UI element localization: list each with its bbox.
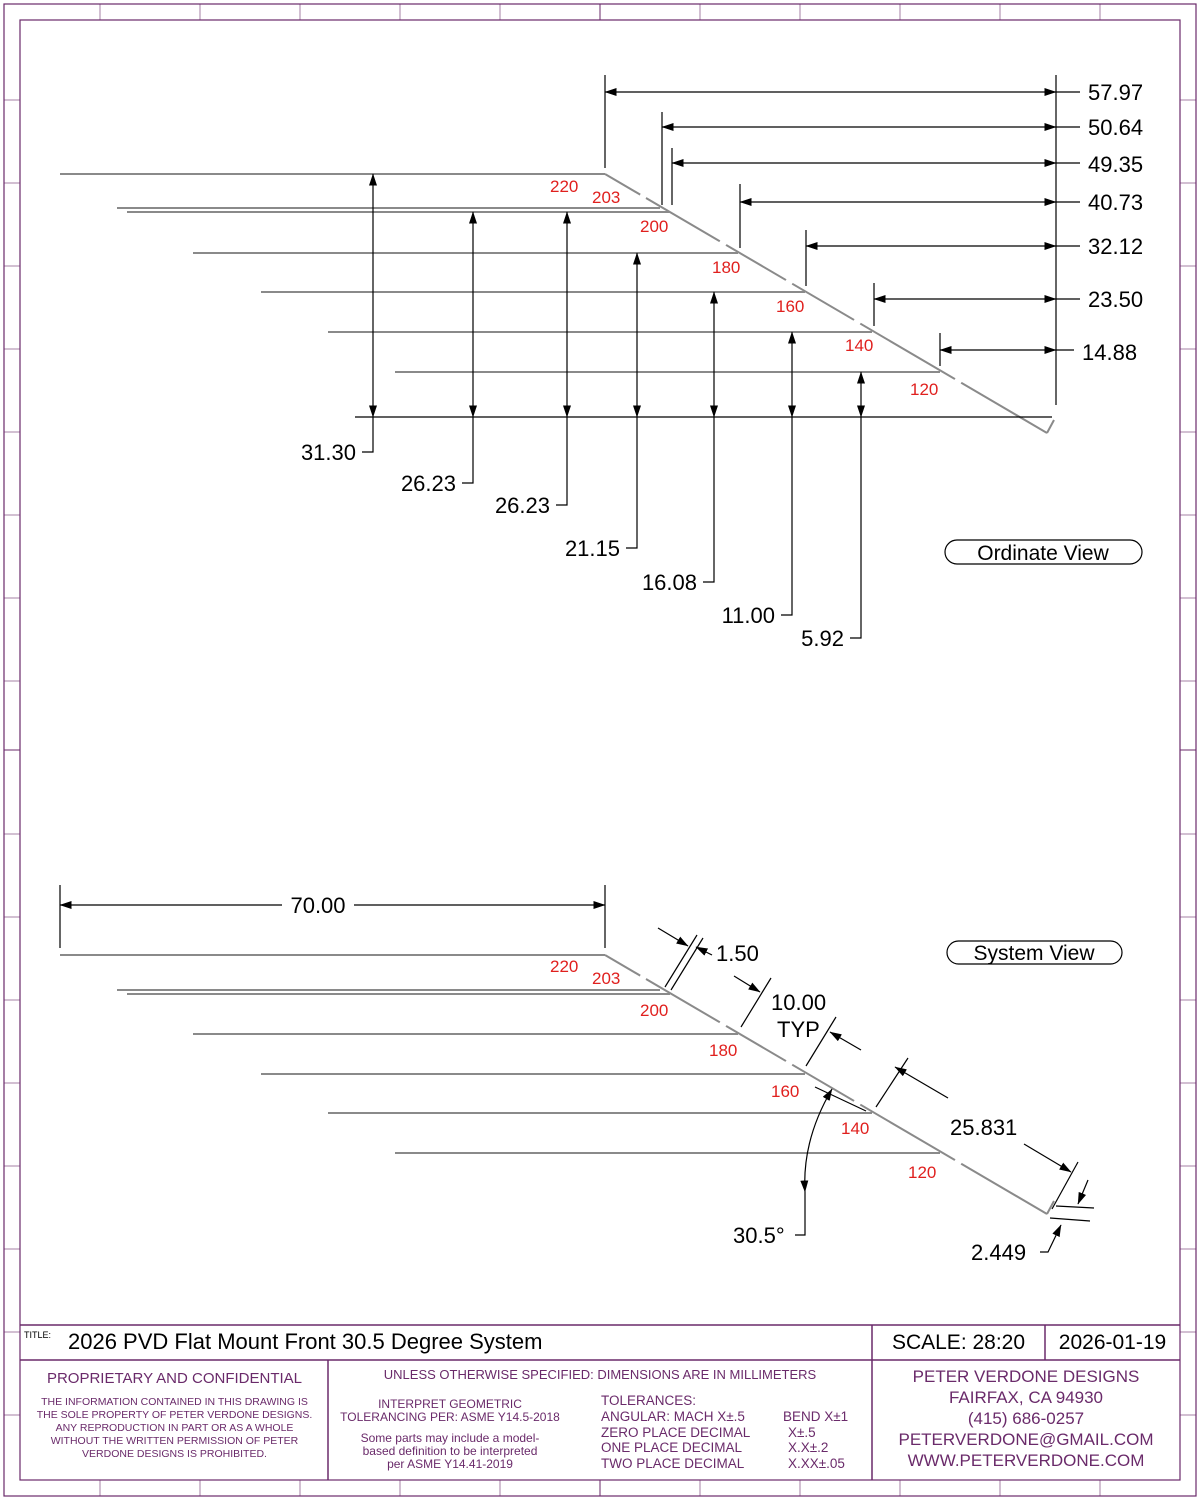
- dim-overall-length: 70.00: [290, 893, 346, 918]
- gdt-line-2: TOLERANCING PER: ASME Y14.5-2018: [340, 1410, 560, 1424]
- company-name: PETER VERDONE DESIGNS: [912, 1367, 1140, 1386]
- dim-offset: 2.449: [971, 1240, 1027, 1265]
- system-view: [60, 885, 1122, 1265]
- dim-21-15: 21.15: [564, 536, 620, 561]
- system-part-geometry: [60, 955, 1054, 1214]
- dim-23-50: 23.50: [1088, 287, 1144, 312]
- dim-57-97: 57.97: [1088, 80, 1144, 105]
- units-note: UNLESS OTHERWISE SPECIFIED: DIMENSIONS ARE IN MILLIMETERS: [383, 1367, 817, 1382]
- dim-26-23-a: 26.23: [400, 471, 456, 496]
- tolerance-heading: TOLERANCES:: [601, 1393, 697, 1408]
- dim-gap: 1.50: [716, 941, 759, 966]
- segment-label-140: 140: [841, 1119, 870, 1138]
- gdt-line-1: INTERPRET GEOMETRIC: [378, 1397, 522, 1411]
- tolerance-zero-value: X±.5: [788, 1425, 816, 1440]
- segment-label-220: 220: [550, 957, 579, 976]
- tolerance-two-place: TWO PLACE DECIMAL: [601, 1456, 745, 1471]
- company-email[interactable]: PETERVERDONE@GMAIL.COM: [898, 1430, 1154, 1449]
- company-city: FAIRFAX, CA 94930: [948, 1388, 1104, 1407]
- segment-label-120: 120: [908, 1163, 937, 1182]
- mbd-line-3: per ASME Y14.41-2019: [387, 1457, 513, 1471]
- dim-segment-length: 25.831: [950, 1115, 1018, 1140]
- ordinate-part-geometry: [60, 174, 1054, 433]
- scale-field: SCALE: 28:20: [891, 1331, 1026, 1354]
- dim-32-12: 32.12: [1088, 234, 1144, 259]
- dim-50-64: 50.64: [1088, 115, 1144, 140]
- segment-label-180: 180: [709, 1041, 738, 1060]
- dim-5-92: 5.92: [801, 626, 844, 651]
- tolerance-one-value: X.X±.2: [788, 1440, 829, 1455]
- segment-label-160: 160: [771, 1082, 800, 1101]
- segment-label-160: 160: [776, 297, 805, 316]
- segment-label-200: 200: [640, 1001, 669, 1020]
- ordinate-view: [60, 75, 1143, 651]
- segment-label-120: 120: [910, 380, 939, 399]
- tolerance-zero-place: ZERO PLACE DECIMAL: [601, 1425, 751, 1440]
- dim-16-08: 16.08: [641, 570, 697, 595]
- mbd-line-1: Some parts may include a model-: [360, 1431, 540, 1445]
- segment-label-203: 203: [592, 969, 621, 988]
- tolerance-angular: ANGULAR: MACH X±.5: [601, 1409, 745, 1424]
- company-phone: (415) 686-0257: [967, 1409, 1085, 1428]
- dim-11-00: 11.00: [721, 603, 775, 628]
- sheet-border: [4, 4, 1196, 1496]
- title-field-label: TITLE:: [24, 1330, 52, 1340]
- segment-label-203: 203: [592, 188, 621, 207]
- company-website[interactable]: WWW.PETERVERDONE.COM: [907, 1451, 1145, 1470]
- view-label-ordinate: Ordinate View: [977, 542, 1109, 565]
- dim-26-23-b: 26.23: [494, 493, 550, 518]
- date-field: 2026-01-19: [1058, 1331, 1167, 1354]
- mbd-line-2: based definition to be interpreted: [362, 1444, 538, 1458]
- dim-pitch-note: TYP: [777, 1017, 820, 1042]
- drawing-title: 2026 PVD Flat Mount Front 30.5 Degree System: [68, 1329, 543, 1354]
- dim-31-30: 31.30: [300, 440, 356, 465]
- dim-40-73: 40.73: [1088, 190, 1144, 215]
- dim-angle: 30.5°: [733, 1223, 785, 1248]
- segment-label-140: 140: [845, 336, 874, 355]
- dim-14-88: 14.88: [1082, 340, 1138, 365]
- dim-pitch: 10.00: [771, 990, 827, 1015]
- tolerance-two-value: X.XX±.05: [788, 1456, 845, 1471]
- segment-label-220: 220: [550, 177, 579, 196]
- segment-label-180: 180: [712, 258, 741, 277]
- proprietary-text: THE INFORMATION CONTAINED IN THIS DRAWING IS THE SOLE PROPERTY OF PETER VERDONE DESIGNS. ANY REPRODUCTION IN PART OR AS A WHOLE WITHOUT THE WRITTEN PERMISSION OF PETER VERDONE DESIGNS IS PROHIBITED.: [36, 1396, 313, 1460]
- tolerance-bend: BEND X±1: [783, 1409, 849, 1424]
- view-label-system: System View: [973, 942, 1095, 965]
- tolerance-one-place: ONE PLACE DECIMAL: [601, 1440, 743, 1455]
- proprietary-heading: PROPRIETARY AND CONFIDENTIAL: [46, 1370, 303, 1387]
- segment-label-200: 200: [640, 217, 669, 236]
- dim-49-35: 49.35: [1088, 152, 1144, 177]
